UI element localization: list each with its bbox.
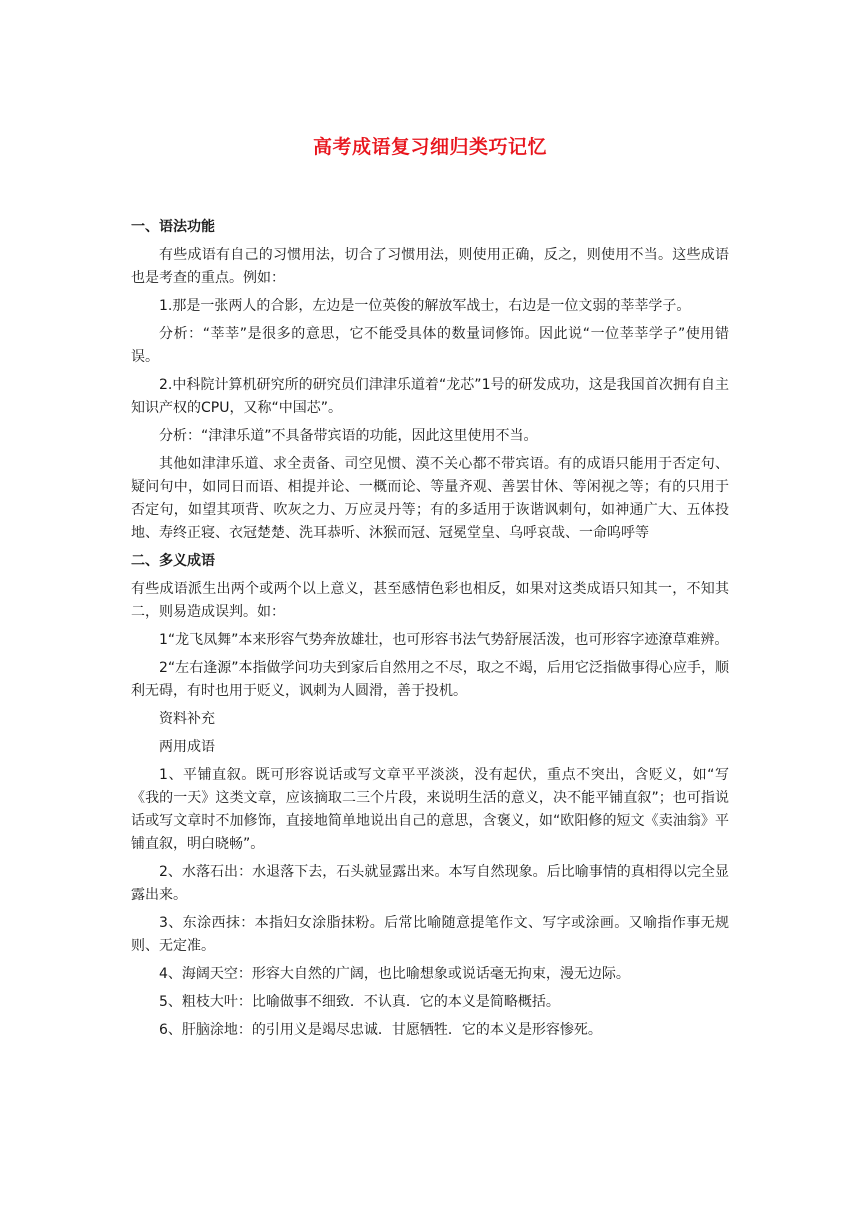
paragraph: 有些成语有自己的习惯用法，切合了习惯用法，则使用正确，反之，则使用不当。这些成语也是考查的重点。例如：	[131, 247, 729, 286]
paragraph: 两用成语	[159, 739, 215, 755]
paragraph: 4、海阔天空：形容大自然的广阔，也比喻想象或说话毫无拘束，漫无边际。	[159, 966, 630, 982]
paragraph: 1“龙飞凤舞”本来形容气势奔放雄壮，也可形容书法气势舒展活泼，也可形容字迹潦草难辨。	[159, 632, 729, 648]
paragraph: 3、东涂西抹：本指妇女涂脂抹粉。后常比喻随意提笔作文、写字或涂画。又喻指作事无规则、无定准。	[131, 915, 729, 954]
paragraph: 1、平铺直叙。既可形容说话或写文章平平淡淡，没有起伏，重点不突出，含贬义，如“写《我的一天》这类文章，应该摘取二三个片段，来说明生活的意义，决不能平铺直叙”；也可指说话或写文章时不加修饰，直接地简单地说出自己的意思，含褒义，如“欧阳修的短文《卖油翁》平铺直叙，明白晓畅”。	[131, 767, 729, 852]
paragraph: 5、粗枝大叶：比喻做事不细致．不认真．它的本义是简略概括。	[159, 994, 560, 1010]
document-body	[131, 216, 729, 1047]
paragraph: 其他如津津乐道、求全责备、司空见惯、漠不关心都不带宾语。有的成语只能用于否定句、疑问句中，如同日而语、相提并论、一概而论、等量齐观、善罢甘休、等闲视之等；有的只用于否定句，如望其项背、吹灰之力、万应灵丹等；有的多适用于诙谐讽刺句，如神通广大、五体投地、寿终正寝、衣冠楚楚、洗耳恭听、沐猴而冠、冠冕堂皇、乌呼哀哉、一命呜呼等	[131, 456, 729, 541]
paragraph: 资料补充	[159, 711, 215, 727]
section-heading-grammar: 一、语法功能	[131, 219, 215, 235]
paragraph: 1.那是一张两人的合影，左边是一位英俊的解放军战士，右边是一位文弱的莘莘学子。	[159, 298, 691, 314]
paragraph: 分析：“津津乐道”不具备带宾语的功能，因此这里使用不当。	[159, 428, 538, 444]
document-title: 高考成语复习细归类巧记忆	[312, 136, 547, 158]
section-heading-polysemy: 二、多义成语	[131, 553, 215, 569]
paragraph: 2.中科院计算机研究所的研究员们津津乐道着“龙芯”1号的研发成功，这是我国首次拥有自主知识产权的CPU，又称“中国芯”。	[131, 377, 729, 416]
paragraph: 2、水落石出：水退落下去，石头就显露出来。本写自然现象。后比喻事情的真相得以完全显露出来。	[131, 864, 729, 903]
paragraph: 有些成语派生出两个或两个以上意义，甚至感情色彩也相反，如果对这类成语只知其一，不知其二，则易造成误判。如：	[131, 581, 729, 620]
paragraph: 6、肝脑涂地：的引用义是竭尽忠诚．甘愿牺牲．它的本义是形容惨死。	[159, 1022, 602, 1038]
paragraph: 分析：“莘莘”是很多的意思，它不能受具体的数量词修饰。因此说“一位莘莘学子”使用错误。	[131, 326, 729, 365]
paragraph: 2“左右逢源”本指做学问功夫到家后自然用之不尽，取之不竭，后用它泛指做事得心应手，顺利无碍，有时也用于贬义，讽刺为人圆滑，善于投机。	[131, 660, 729, 699]
